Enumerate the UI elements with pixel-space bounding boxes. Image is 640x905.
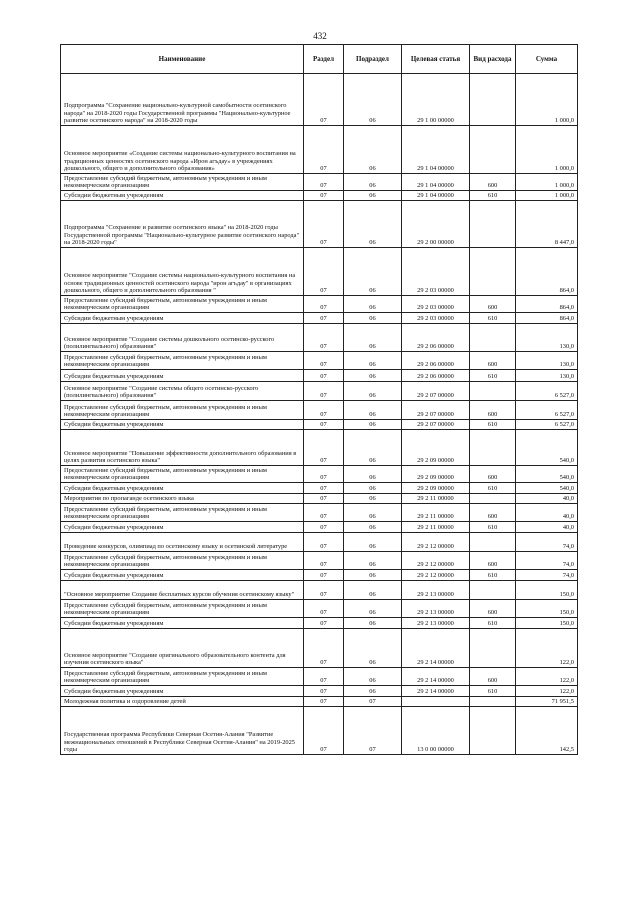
cell-sum: 540,0 [516, 483, 578, 494]
cell-expense: 600 [470, 352, 516, 370]
cell-subsection: 06 [344, 552, 402, 570]
cell-sum: 40,0 [516, 504, 578, 522]
cell-subsection: 07 [344, 707, 402, 755]
header-expense: Вид расхода [470, 45, 516, 74]
cell-expense: 600 [470, 174, 516, 191]
cell-subsection: 06 [344, 382, 402, 401]
cell-sum: 1 000,0 [516, 174, 578, 191]
cell-name: Субсидии бюджетным учреждениям [61, 522, 304, 533]
cell-section: 07 [304, 126, 344, 174]
table-row [61, 201, 578, 248]
cell-subsection: 06 [344, 494, 402, 504]
cell-section: 07 [304, 618, 344, 629]
cell-expense: 610 [470, 686, 516, 697]
cell-name: Основное мероприятие "Создание системы общего осетинско-русского (полилингвального) образования" [61, 382, 304, 401]
cell-subsection: 06 [344, 352, 402, 370]
cell-sum: 74,0 [516, 570, 578, 581]
cell-target: 29 2 14 00000 [402, 629, 470, 668]
cell-expense [470, 382, 516, 401]
cell-target: 29 1 04 00000 [402, 126, 470, 174]
table-row [61, 570, 578, 581]
cell-name: Субсидии бюджетным учреждениям [61, 686, 304, 697]
header-name: Наименование [61, 45, 304, 74]
cell-expense: 600 [470, 401, 516, 420]
table-row [61, 483, 578, 494]
cell-name: Государственная программа Республики Северная Осетия-Алания "Развитие межнациональных отношений в Республике Северная Осетия-Алания" на 2019-2025 годы [61, 707, 304, 755]
cell-target: 29 2 06 00000 [402, 370, 470, 382]
cell-target: 29 2 13 00000 [402, 600, 470, 618]
table-row [61, 420, 578, 430]
table-row [61, 618, 578, 629]
cell-target: 29 2 11 00000 [402, 504, 470, 522]
cell-name: Субсидии бюджетным учреждениям [61, 420, 304, 430]
cell-expense: 610 [470, 618, 516, 629]
cell-sum: 1 000,0 [516, 126, 578, 174]
cell-sum: 150,0 [516, 600, 578, 618]
table-row [61, 296, 578, 313]
cell-name: Основное мероприятие "Создание системы дошкольного осетинско-русского (полилингвального) образования" [61, 324, 304, 352]
cell-name: Предоставление субсидий бюджетным, автономным учреждениям и иным некоммерческим организациям [61, 504, 304, 522]
cell-sum: 40,0 [516, 522, 578, 533]
table-row [61, 600, 578, 618]
cell-subsection: 06 [344, 420, 402, 430]
cell-expense: 600 [470, 668, 516, 686]
cell-sum: 864,0 [516, 248, 578, 296]
header-section: Раздел [304, 45, 344, 74]
cell-section: 07 [304, 191, 344, 201]
cell-expense: 600 [470, 552, 516, 570]
table-row [61, 324, 578, 352]
cell-sum: 6 527,0 [516, 382, 578, 401]
cell-section: 07 [304, 533, 344, 552]
header-subsection: Подраздел [344, 45, 402, 74]
cell-section: 07 [304, 522, 344, 533]
table-row [61, 430, 578, 466]
header-target: Целевая статья [402, 45, 470, 74]
cell-target: 29 2 13 00000 [402, 581, 470, 600]
table-row [61, 581, 578, 600]
cell-expense: 610 [470, 570, 516, 581]
cell-target: 29 2 12 00000 [402, 533, 470, 552]
cell-subsection: 06 [344, 296, 402, 313]
cell-sum: 71 951,5 [516, 697, 578, 707]
cell-sum: 130,0 [516, 370, 578, 382]
table-row [61, 522, 578, 533]
table-row [61, 629, 578, 668]
cell-name: Субсидии бюджетным учреждениям [61, 370, 304, 382]
table-row [61, 533, 578, 552]
cell-subsection: 06 [344, 430, 402, 466]
cell-target: 29 1 04 00000 [402, 174, 470, 191]
table-row [61, 313, 578, 324]
cell-sum: 6 527,0 [516, 420, 578, 430]
cell-section: 07 [304, 494, 344, 504]
table-row [61, 126, 578, 174]
cell-subsection: 06 [344, 324, 402, 352]
table-row [61, 174, 578, 191]
cell-section: 07 [304, 313, 344, 324]
cell-sum: 122,0 [516, 629, 578, 668]
cell-subsection: 06 [344, 629, 402, 668]
table-row [61, 382, 578, 401]
cell-sum: 150,0 [516, 618, 578, 629]
cell-subsection: 06 [344, 174, 402, 191]
table-row [61, 74, 578, 126]
cell-name: Подпрограмма "Сохранение национально-культурной самобытности осетинского народа" на 2018-2020 годы Государственной программы "Национально-культурное развитие осетинского народа" на 2018-2020 годы [61, 74, 304, 126]
cell-target: 29 2 06 00000 [402, 324, 470, 352]
cell-section: 07 [304, 686, 344, 697]
cell-subsection: 06 [344, 466, 402, 483]
cell-expense: 610 [470, 313, 516, 324]
cell-expense: 610 [470, 522, 516, 533]
cell-subsection: 06 [344, 533, 402, 552]
cell-section: 07 [304, 552, 344, 570]
cell-section: 07 [304, 296, 344, 313]
cell-section: 07 [304, 248, 344, 296]
cell-name: "Основное мероприятие Создание бесплатных курсов обучения осетинскому языку" [61, 581, 304, 600]
cell-name: Основное мероприятие "Повышение эффективности дополнительного образования в целях развития осетинского языка" [61, 430, 304, 466]
table-row [61, 370, 578, 382]
table-row [61, 697, 578, 707]
cell-subsection: 06 [344, 191, 402, 201]
cell-expense [470, 629, 516, 668]
budget-table [60, 44, 578, 755]
cell-subsection: 06 [344, 201, 402, 248]
cell-section: 07 [304, 570, 344, 581]
cell-section: 07 [304, 201, 344, 248]
cell-target: 29 2 12 00000 [402, 570, 470, 581]
cell-target: 13 0 00 00000 [402, 707, 470, 755]
cell-sum: 540,0 [516, 466, 578, 483]
cell-subsection: 06 [344, 668, 402, 686]
cell-sum: 130,0 [516, 324, 578, 352]
cell-section: 07 [304, 600, 344, 618]
cell-name: Мероприятия по пропаганде осетинского языка [61, 494, 304, 504]
table-body [61, 74, 578, 755]
cell-name: Субсидии бюджетным учреждениям [61, 570, 304, 581]
cell-subsection: 06 [344, 522, 402, 533]
cell-subsection: 07 [344, 697, 402, 707]
cell-expense [470, 201, 516, 248]
table-row [61, 191, 578, 201]
cell-target: 29 2 00 00000 [402, 201, 470, 248]
table-row [61, 686, 578, 697]
cell-name: Предоставление субсидий бюджетным, автономным учреждениям и иным некоммерческим организациям [61, 466, 304, 483]
cell-subsection: 06 [344, 581, 402, 600]
cell-expense [470, 126, 516, 174]
cell-section: 07 [304, 466, 344, 483]
table-row [61, 352, 578, 370]
table-row [61, 668, 578, 686]
cell-expense [470, 581, 516, 600]
cell-section: 07 [304, 74, 344, 126]
cell-target: 29 2 06 00000 [402, 352, 470, 370]
cell-expense [470, 533, 516, 552]
cell-name: Основное мероприятие "Создание оригинального образовательного контента для изучения осетинского языка" [61, 629, 304, 668]
cell-target: 29 2 14 00000 [402, 668, 470, 686]
cell-target: 29 2 07 00000 [402, 382, 470, 401]
table-row [61, 504, 578, 522]
cell-name: Субсидии бюджетным учреждениям [61, 618, 304, 629]
cell-sum: 864,0 [516, 313, 578, 324]
cell-expense [470, 74, 516, 126]
cell-expense: 600 [470, 504, 516, 522]
cell-target: 29 2 11 00000 [402, 522, 470, 533]
cell-sum: 1 000,0 [516, 191, 578, 201]
cell-name: Предоставление субсидий бюджетным, автономным учреждениям и иным некоммерческим организациям [61, 174, 304, 191]
cell-target: 29 2 03 00000 [402, 248, 470, 296]
cell-target: 29 2 03 00000 [402, 296, 470, 313]
cell-expense: 610 [470, 420, 516, 430]
cell-expense: 600 [470, 600, 516, 618]
cell-section: 07 [304, 581, 344, 600]
cell-expense: 600 [470, 466, 516, 483]
cell-subsection: 06 [344, 570, 402, 581]
cell-sum: 150,0 [516, 581, 578, 600]
cell-name: Предоставление субсидий бюджетным, автономным учреждениям и иным некоммерческим организациям [61, 352, 304, 370]
cell-expense [470, 430, 516, 466]
cell-sum: 540,0 [516, 430, 578, 466]
cell-target: 29 2 09 00000 [402, 466, 470, 483]
cell-target: 29 2 14 00000 [402, 686, 470, 697]
cell-name: Основное мероприятие «Создание системы национально-культурного воспитания на традиционных ценностях осетинского народа «Ирон агъдау» в учреждениях дошкольного, общего и дополнительного образования» [61, 126, 304, 174]
table-header-row [61, 45, 578, 74]
cell-subsection: 06 [344, 618, 402, 629]
cell-section: 07 [304, 370, 344, 382]
cell-subsection: 06 [344, 686, 402, 697]
table-row [61, 401, 578, 420]
cell-expense [470, 697, 516, 707]
table-row [61, 552, 578, 570]
cell-sum: 1 000,0 [516, 74, 578, 126]
cell-name: Молодежная политика и оздоровление детей [61, 697, 304, 707]
cell-name: Субсидии бюджетным учреждениям [61, 313, 304, 324]
cell-expense [470, 494, 516, 504]
cell-subsection: 06 [344, 248, 402, 296]
cell-sum: 8 447,0 [516, 201, 578, 248]
cell-section: 07 [304, 697, 344, 707]
cell-sum: 122,0 [516, 668, 578, 686]
cell-subsection: 06 [344, 401, 402, 420]
cell-name: Предоставление субсидий бюджетным, автономным учреждениям и иным некоммерческим организациям [61, 401, 304, 420]
cell-expense: 610 [470, 370, 516, 382]
cell-sum: 74,0 [516, 552, 578, 570]
cell-target: 29 2 11 00000 [402, 494, 470, 504]
cell-target: 29 2 03 00000 [402, 313, 470, 324]
cell-target: 29 2 13 00000 [402, 618, 470, 629]
cell-name: Предоставление субсидий бюджетным, автономным учреждениям и иным некоммерческим организациям [61, 668, 304, 686]
cell-section: 07 [304, 420, 344, 430]
cell-subsection: 06 [344, 600, 402, 618]
cell-expense [470, 248, 516, 296]
cell-section: 07 [304, 504, 344, 522]
cell-target: 29 2 07 00000 [402, 401, 470, 420]
cell-section: 07 [304, 382, 344, 401]
cell-name: Субсидии бюджетным учреждениям [61, 191, 304, 201]
cell-subsection: 06 [344, 126, 402, 174]
cell-name: Подпрограмма "Сохранение и развитие осетинского языка" на 2018-2020 годы Государственной программы "Национально-культурное развитие осетинского народа" на 2018-2020 годы" [61, 201, 304, 248]
cell-sum: 74,0 [516, 533, 578, 552]
cell-name: Предоставление субсидий бюджетным, автономным учреждениям и иным некоммерческим организациям [61, 552, 304, 570]
cell-name: Предоставление субсидий бюджетным, автономным учреждениям и иным некоммерческим организациям [61, 600, 304, 618]
header-sum: Сумма [516, 45, 578, 74]
cell-name: Субсидии бюджетным учреждениям [61, 483, 304, 494]
cell-section: 07 [304, 668, 344, 686]
cell-subsection: 06 [344, 74, 402, 126]
table-row [61, 466, 578, 483]
cell-target: 29 2 09 00000 [402, 430, 470, 466]
cell-target: 29 2 12 00000 [402, 552, 470, 570]
cell-subsection: 06 [344, 504, 402, 522]
cell-sum: 130,0 [516, 352, 578, 370]
cell-target: 29 1 04 00000 [402, 191, 470, 201]
cell-section: 07 [304, 483, 344, 494]
cell-sum: 864,0 [516, 296, 578, 313]
cell-sum: 40,0 [516, 494, 578, 504]
table-row [61, 494, 578, 504]
cell-sum: 122,0 [516, 686, 578, 697]
cell-subsection: 06 [344, 370, 402, 382]
cell-section: 07 [304, 629, 344, 668]
cell-sum: 142,5 [516, 707, 578, 755]
cell-target: 29 2 07 00000 [402, 420, 470, 430]
cell-sum: 6 527,0 [516, 401, 578, 420]
cell-name: Предоставление субсидий бюджетным, автономным учреждениям и иным некоммерческим организациям [61, 296, 304, 313]
cell-name: Основное мероприятие "Создание системы национально-культурного воспитания на основе традиционных ценностей осетинского народа "ирон агъдау" в организациях дошкольного, общего и дополнительного образования " [61, 248, 304, 296]
cell-target: 29 2 09 00000 [402, 483, 470, 494]
cell-section: 07 [304, 352, 344, 370]
cell-expense: 610 [470, 483, 516, 494]
cell-expense [470, 324, 516, 352]
table-row [61, 248, 578, 296]
cell-section: 07 [304, 430, 344, 466]
table-row [61, 707, 578, 755]
cell-section: 07 [304, 174, 344, 191]
page-number: 432 [313, 31, 327, 41]
cell-target: 29 1 00 00000 [402, 74, 470, 126]
cell-section: 07 [304, 707, 344, 755]
cell-target [402, 697, 470, 707]
cell-subsection: 06 [344, 483, 402, 494]
cell-expense: 600 [470, 296, 516, 313]
cell-section: 07 [304, 401, 344, 420]
cell-name: Проведение конкурсов, олимпиад по осетинскому языку и осетинской литературе [61, 533, 304, 552]
cell-subsection: 06 [344, 313, 402, 324]
cell-expense: 610 [470, 191, 516, 201]
cell-section: 07 [304, 324, 344, 352]
cell-expense [470, 707, 516, 755]
